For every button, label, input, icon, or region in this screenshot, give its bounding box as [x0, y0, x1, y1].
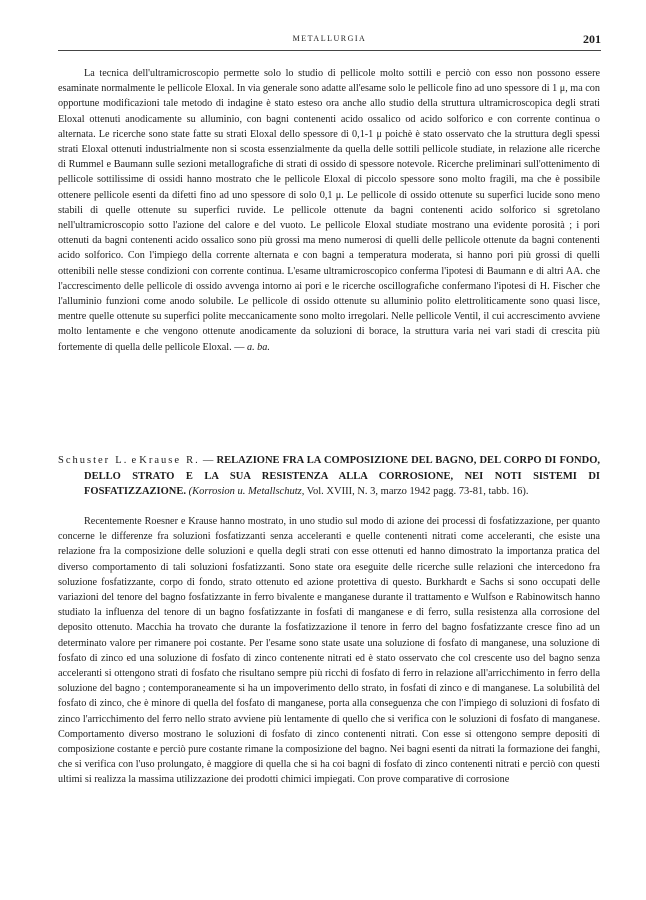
author-1: Schuster L. — [58, 455, 129, 466]
abstract-2-body: Recentemente Roesner e Krause hanno mostrato, in uno studio sul modo di azione dei processi di fosfatizzazione, per quanto concerne le differenze fra soluzioni fosfatizzanti senza acceleranti e quelle contenenti nitrati come acceleranti, che esiste una relazione fra la composizione delle soluzioni e quella degli strati con esse ottenuti ed hanno dimostrato la importanza pratica del diverso comportamento di tali soluzioni fosfatizzanti. Sono state ora eseguite delle ricerche sulle relazioni che intercedono fra soluzione fosfatizzante, corpo di fondo, strato ottenuto ed azione protettiva di questo. Burkhardt e Sachs si sono occupati delle variazioni del tenore del bagno fosfatizzante in ferro bivalente e manganese durante il trattamento e Wulfson e Rabinowitsch hanno studiato la influenza del tenore di un bagno fosfatizzante in fosfati di manganese e di ferro, sulla resistenza alla corrosione del deposito ottenuto. Macchia ha trovato che durante la fosfatizzazione il tenore in ferro del bagno fosfatizzante cresce fino ad un determinato valore per rimanere poi costante. Per l'esame sono state usate una soluzione di fosfato di manganese, una soluzione di fosfato di zinco ed una soluzione di fosfato di zinco contenente nitrati ed è stato osservato che col crescente uso del bagno senza acceleranti si ottengono strati di fosfato che risultano sempre più ricchi di fosfato di ferro in relazione all'arricchimento in ferro della soluzione del bagno ; contemporaneamente si ha un impoverimento dello strato, in fosfati di zinco e di manganese. La solubilità del fosfato di zinco, che è minore di quella del fosfato di manganese, porta alla conseguenza che con l'impiego di soluzioni di fosfato di zinco l'arricchimento del ferro nello strato avviene più lentamente di quello che si verifica con le soluzioni di fosfato di manganese. Comportamento diverso mostrano le soluzioni di fosfato di zinco contenenti nitrati. Con esse si ottengono sempre depositi di composizione costante e perciò pure costante rimane la composizione del bagno. Nei bagni esenti da nitrati la formazione dei fanghi, che si verifica con l'uso prolungato, è maggiore di quella che si ha coi bagni di fosfato di zinco contenenti nitrati e perciò con questi ultimi si realizza la massima utilizzazione dei prodotti chimici impiegati. Con prove comparative di corrosione — [58, 516, 600, 786]
author-2: Krause R. — [139, 455, 200, 466]
page-number: 201 — [583, 32, 601, 46]
abstract-1-body: La tecnica dell'ultramicroscopio permette solo lo studio di pellicole molto sottili e perciò con esso non possono essere esaminate normalmente le pellicole Eloxal. In via generale sono adatte all'esame solo le pellicole fino ad uno spessore di 1 μ, ma con opportune modificazioni tale metodo di indagine è stato esteso ora anche allo studio della struttura ultramicroscopica degli strati Eloxal ottenuti anodicamente su alluminio, con bagni contenenti acido ossalico od acido solforico e con corrente continua o alternata. Le ricerche sono state fatte su strati Eloxal dello spessore di 0,1-1 μ poichè è stato osservato che la struttura degli spessi strati Eloxal ottenuti industrialmente non si scosta essenzialmente da quella delle sottili pellicole studiate, in relazione alle ricerche di Rummel e Baumann sulle sezioni metallografiche di strati di ossido di spessore notevole. Ricerche preliminari sull'ottenimento di pellicole sottilissime di ossidi hanno mostrato che le pellicole Eloxal di piccolo spessore sono molto fragili, ma che è possibile ottenere pellicole esenti da difetti fino ad uno spessore di solo 0,1 μ. Le pellicole di ossido ottenute su superfici lucide sono meno stabili di quelle ottenute su superfici ruvide. Le pellicole ottenute da bagni contenenti acido solforico si sgretolano nell'ultramicroscopio sotto l'azione del calore e del vuoto. Le pellicole Eloxal studiate mostrano una evidente porosità ; i pori ottenuti da bagni contenenti acido ossalico sono più grossi ma meno numerosi di quelli delle pellicole ottenute da bagni contenenti acido solforico. Con l'impiego della corrente alternata e con bagni a temperatura moderata, si hanno pori più grossi di quelli ottenibili nelle stesse condizioni con corrente continua. L'esame ultramicroscopico conferma l'ipotesi di Baumann e di altri AA. che l'accrescimento delle pellicole di ossido avvenga intorno ai pori e le ricerche oscillografiche confermano l'ipotesi di H. Fischer che l'alluminio funzioni come anodo solubile. Le pellicole di ossido ottenute su alluminio polito elettroliticamente sono quasi lisce, mentre quelle ottenute su superfici polite meccanicamente sono molto irregolari. Nelle pellicole Ventil, il cui accrescimento avviene molto lentamente e che vengono ottenute anodicamente da soluzioni di borace, la struttura varia nei vari stadi di crescita più fortemente di quella delle pellicole Eloxal. — — [58, 68, 600, 353]
header-rule — [58, 50, 601, 51]
running-header — [58, 32, 601, 48]
author-connector: e — [128, 455, 140, 466]
abstract-2-heading — [58, 453, 600, 500]
abstract-1-signature: a. ba. — [246, 341, 270, 353]
citation-details: Vol. XVIII, N. 3, marzo 1942 pagg. 73-81, tabb. 16). — [304, 486, 529, 497]
abstract-paragraph-2 — [58, 514, 600, 788]
title-dash: — — [199, 455, 217, 466]
running-title: METALLURGIA — [292, 34, 367, 43]
abstract-paragraph-1 — [58, 66, 600, 355]
article-title: RELAZIONE FRA LA COMPOSIZIONE DEL BAGNO, DEL CORPO DI FONDO, DELLO STRATO E LA SUA RESISTENZA ALLA CORROSIONE, NEI NOTI SISTEMI DI FOSFATIZZAZIONE. — [84, 455, 600, 497]
journal-name: (Korrosion u. Metallschutz, — [188, 486, 305, 497]
